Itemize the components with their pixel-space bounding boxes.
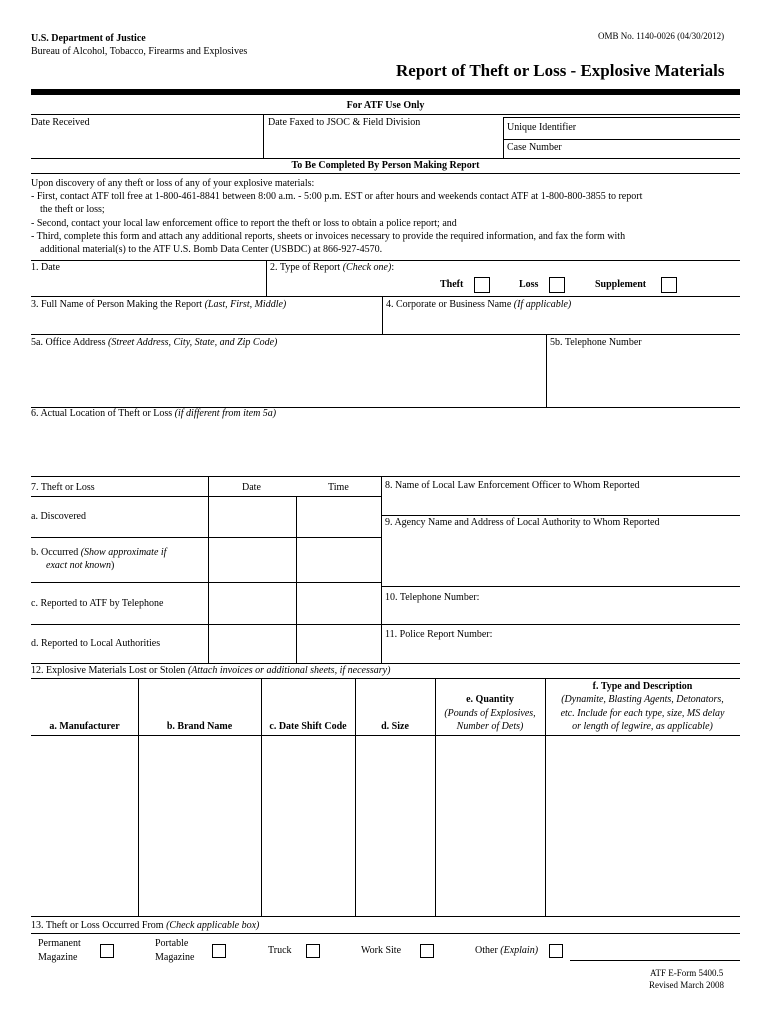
- rule: [31, 158, 740, 159]
- truck-checkbox[interactable]: [306, 944, 320, 958]
- permanent-magazine-label-1: Permanent: [38, 938, 81, 949]
- item-13-text: 13. Theft or Loss Occurred From: [31, 920, 167, 931]
- item-7b-label: [31, 547, 166, 558]
- item-2-note: (Check one): [342, 262, 392, 273]
- item-6-label: [31, 408, 276, 419]
- item-5b-label: 5b. Telephone Number: [550, 337, 642, 348]
- rule: [31, 114, 740, 115]
- rule: [381, 586, 740, 587]
- item-7-label: 7. Theft or Loss: [31, 482, 95, 493]
- col-type-note-2: etc. Include for each type, size, MS delay: [560, 708, 725, 719]
- loss-checkbox[interactable]: [549, 277, 565, 293]
- rule: [503, 117, 740, 118]
- permanent-magazine-checkbox[interactable]: [100, 944, 114, 958]
- rule: [381, 515, 740, 516]
- other-note: (Explain): [500, 945, 539, 956]
- supplement-checkbox[interactable]: [661, 277, 677, 293]
- other-text: Other: [475, 945, 501, 956]
- rule: [261, 678, 262, 916]
- unique-identifier-label: Unique Identifier: [507, 122, 577, 133]
- item-6-note: (if different from item 5a): [174, 408, 277, 419]
- instructions-third-cont: additional material(s) to the ATF U.S. Bomb Data Center (USBDC) at 866-927-4570.: [40, 244, 383, 255]
- item-7c-label: c. Reported to ATF by Telephone: [31, 598, 164, 609]
- form-revision: Revised March 2008: [649, 980, 724, 990]
- item-7b-text: b. Occurred: [31, 547, 81, 558]
- rule: [31, 260, 740, 261]
- loss-label: Loss: [519, 279, 539, 290]
- truck-label: Truck: [268, 945, 292, 956]
- title-rule: [31, 89, 740, 95]
- item-6-text: 6. Actual Location of Theft or Loss: [31, 408, 175, 419]
- date-received-label: Date Received: [31, 117, 90, 128]
- item-7b-note-2: exact not known: [46, 560, 111, 571]
- rule: [138, 678, 139, 916]
- other-explain-line[interactable]: [570, 960, 740, 961]
- item-12-text: 12. Explosive Materials Lost or Stolen: [31, 665, 188, 676]
- instructions-first-cont: the theft or loss;: [40, 204, 105, 215]
- item-7b-label-cont: [46, 560, 114, 571]
- portable-magazine-label-1: Portable: [155, 938, 189, 949]
- rule: [31, 496, 381, 497]
- item-2-text: 2. Type of Report: [270, 262, 343, 273]
- item-1-date-label: 1. Date: [31, 262, 60, 273]
- item-7b-close: ): [110, 560, 115, 571]
- supplement-label: Supplement: [595, 279, 647, 290]
- rule: [382, 296, 383, 334]
- rule: [31, 916, 740, 917]
- rule: [503, 139, 740, 140]
- other-label: [475, 945, 538, 956]
- item-5a-text: 5a. Office Address: [31, 337, 109, 348]
- rule: [31, 296, 740, 297]
- instructions-intro: Upon discovery of any theft or loss of any of your explosive materials:: [31, 178, 315, 189]
- work-site-label: Work Site: [361, 945, 402, 956]
- item-4-label: [386, 299, 571, 310]
- form-number: ATF E-Form 5400.5: [650, 968, 724, 978]
- rule: [355, 678, 356, 916]
- omb-number: OMB No. 1140-0026 (04/30/2012): [598, 31, 725, 41]
- col-type-note-3: or length of legwire, as applicable): [572, 721, 713, 732]
- rule: [31, 735, 740, 736]
- rule: [31, 933, 740, 934]
- item-12-label: [31, 665, 390, 676]
- permanent-magazine-label-2: Magazine: [38, 952, 78, 963]
- agency-name: U.S. Department of Justice: [31, 33, 146, 44]
- item-12-note: (Attach invoices or additional sheets, if necessary): [187, 665, 391, 676]
- other-checkbox[interactable]: [549, 944, 563, 958]
- item-7b-note-1: (Show approximate if: [80, 547, 167, 558]
- instructions-second: - Second, contact your local law enforcement office to report the theft or loss to obtain a police report; and: [31, 218, 457, 229]
- rule: [31, 624, 740, 625]
- item-4-note: (If applicable): [513, 299, 572, 310]
- rule: [263, 114, 264, 158]
- item-7-date-header: Date: [242, 482, 261, 493]
- col-type-note-1: (Dynamite, Blasting Agents, Detonators,: [561, 694, 724, 705]
- work-site-checkbox[interactable]: [420, 944, 434, 958]
- col-size-header: d. Size: [381, 721, 409, 732]
- bureau-name: Bureau of Alcohol, Tobacco, Firearms and Explosives: [31, 46, 248, 57]
- rule: [381, 476, 382, 663]
- case-number-label: Case Number: [507, 142, 562, 153]
- rule: [31, 173, 740, 174]
- item-8-label: 8. Name of Local Law Enforcement Officer to Whom Reported: [385, 480, 640, 491]
- item-3-text: 3. Full Name of Person Making the Report: [31, 299, 205, 310]
- item-3-label: [31, 299, 286, 310]
- rule: [31, 537, 381, 538]
- rule: [503, 117, 504, 158]
- atf-use-heading: For ATF Use Only: [346, 100, 425, 111]
- rule: [31, 476, 740, 477]
- rule: [31, 334, 740, 335]
- col-quantity-note-1: (Pounds of Explosives,: [444, 708, 536, 719]
- item-4-text: 4. Corporate or Business Name: [386, 299, 514, 310]
- col-date-shift-code-header: c. Date Shift Code: [269, 721, 347, 732]
- col-brand-name-header: b. Brand Name: [166, 721, 233, 732]
- item-7d-label: d. Reported to Local Authorities: [31, 638, 161, 649]
- item-5a-note: (Street Address, City, State, and Zip Code): [108, 337, 278, 348]
- item-13-label: [31, 920, 259, 931]
- rule: [266, 260, 267, 296]
- instructions-first: - First, contact ATF toll free at 1-800-461-8841 between 8:00 a.m. - 5:00 p.m. EST or after hours and weekends contact ATF at 1-800-800-3855 to report: [31, 191, 643, 202]
- item-13-note: (Check applicable box): [166, 920, 260, 931]
- item-11-label: 11. Police Report Number:: [385, 629, 493, 640]
- item-5a-label: [31, 337, 277, 348]
- item-3-note: (Last, First, Middle): [204, 299, 287, 310]
- person-section-heading: To Be Completed By Person Making Report: [291, 160, 480, 171]
- item-9-label: 9. Agency Name and Address of Local Authority to Whom Reported: [385, 517, 660, 528]
- rule: [296, 496, 297, 663]
- col-manufacturer-header: a. Manufacturer: [49, 721, 120, 732]
- theft-label: Theft: [440, 279, 464, 290]
- col-quantity-header: e. Quantity: [466, 694, 514, 705]
- portable-magazine-checkbox[interactable]: [212, 944, 226, 958]
- rule: [31, 663, 740, 664]
- col-type-header: f. Type and Description: [592, 681, 693, 692]
- theft-checkbox[interactable]: [474, 277, 490, 293]
- portable-magazine-label-2: Magazine: [155, 952, 195, 963]
- item-2-colon: :: [391, 262, 395, 273]
- form-title: Report of Theft or Loss - Explosive Materials: [396, 61, 725, 80]
- rule: [546, 334, 547, 407]
- rule: [31, 582, 381, 583]
- instructions-third: - Third, complete this form and attach any additional reports, sheets or invoices necessary to provide the required information, and fax the form with: [31, 231, 626, 242]
- item-7-time-header: Time: [328, 482, 349, 493]
- date-faxed-label: Date Faxed to JSOC & Field Division: [268, 117, 421, 128]
- item-2-label: [270, 262, 394, 273]
- col-quantity-note-2: Number of Dets): [456, 721, 524, 732]
- item-7a-label: a. Discovered: [31, 511, 86, 522]
- rule: [208, 476, 209, 663]
- item-10-label: 10. Telephone Number:: [385, 592, 480, 603]
